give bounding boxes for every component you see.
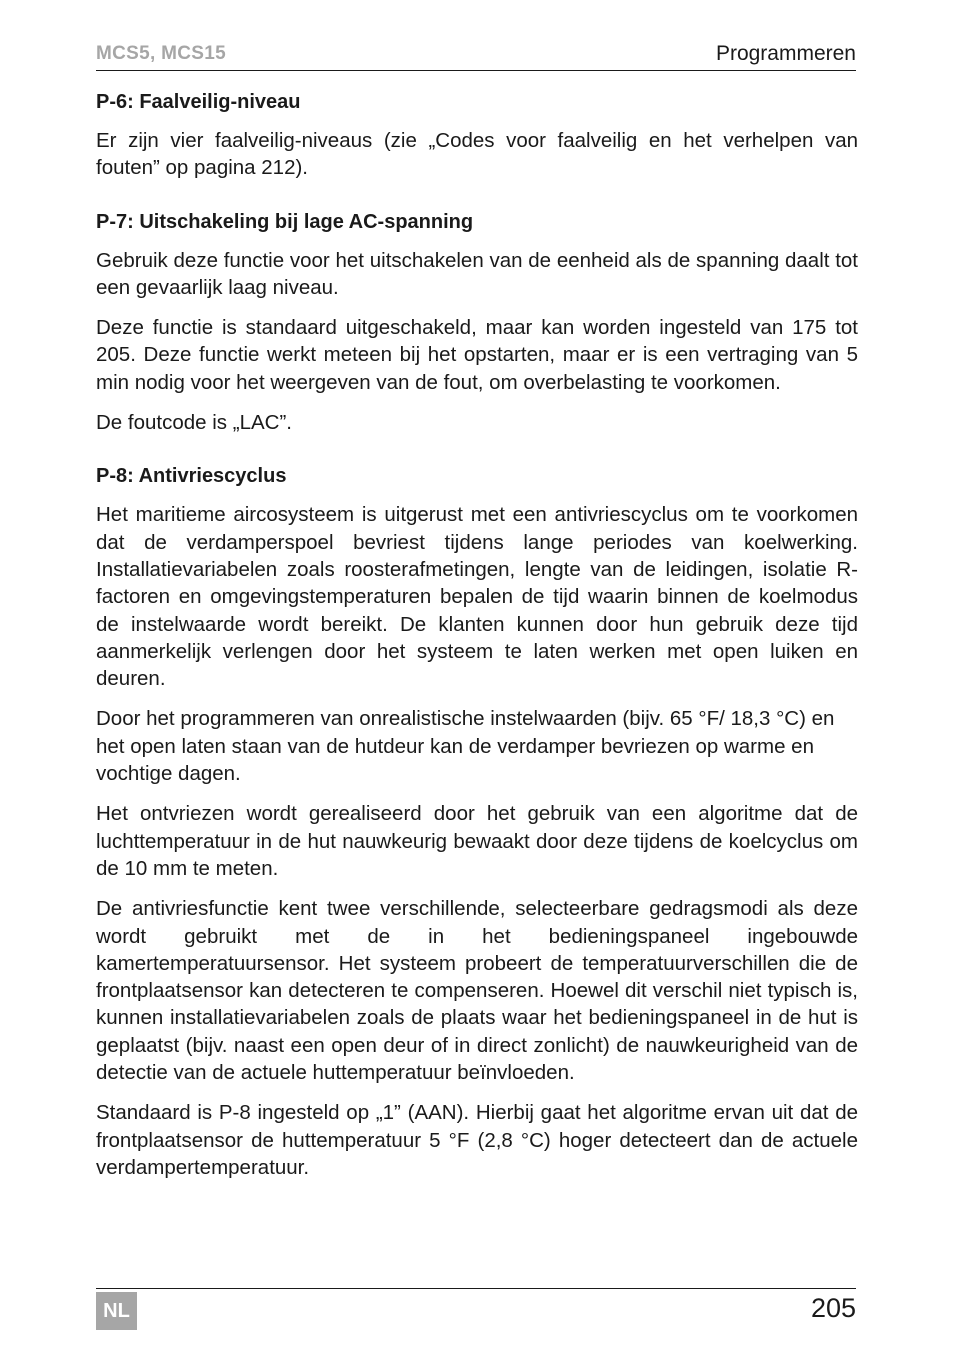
paragraph: Het maritieme aircosysteem is uitgerust met een antivriescyclus om te voorkomen dat de verdamperspoel bevriest tijdens lange periodes van koelwerking. Installatievariabelen zoals roosterafmetingen, lengte van de leidingen, isolatie R-factoren en omgevingstemperaturen bepalen de tijd waarin binnen de koelmodus de instelwaarde wordt bereikt. De klanten kunnen door hun gebruik deze tijd aanmerkelijk verlengen door het systeem te laten werken met open luiken en deuren. xyxy=(96,503,858,691)
language-badge: NL xyxy=(96,1292,137,1330)
product-name: MCS5, MCS15 xyxy=(96,43,227,64)
paragraph: Het ontvriezen wordt gerealiseerd door het gebruik van een algoritme dat de luchttemperatuur in de hut nauwkeurig bewaakt door deze tijdens de koelcyclus om de 10 mm te meten. xyxy=(96,802,858,880)
page-content xyxy=(96,86,858,1194)
paragraph: Door het programmeren van onrealistische instelwaarden (bijv. 65 °F/ 18,3 °C) en het open laten staan van de hutdeur kan de verdamper bevriezen op warme en vochtige dagen. xyxy=(96,707,835,786)
section-heading: P-8: Antivriescyclus xyxy=(96,465,287,488)
chapter-title: Programmeren xyxy=(715,42,856,65)
page-number: 205 xyxy=(810,1293,856,1323)
page-header xyxy=(96,40,856,71)
section-p8 xyxy=(96,460,858,1181)
section-heading: P-7: Uitschakeling bij lage AC-spanning xyxy=(96,210,474,233)
paragraph: De antivriesfunctie kent twee verschillende, selecteerbare gedragsmodi als deze wordt gebruikt met de in het bedieningspaneel ingebouwde kamertemperatuursensor. Het systeem probeert de temperatuurverschillen die de frontplaatsensor kan detecteren te compenseren. Hoewel dit verschil niet typisch is, kunnen installatievariabelen zoals de plaats waar het bedieningspaneel in de hut is geplaatst (bijv. naast een open deur of in direct zonlicht) de nauwkeurigheid van de detectie van de actuele huttemperatuur beïnvloeden. xyxy=(96,897,858,1085)
paragraph: Gebruik deze functie voor het uitschakelen van de eenheid als de spanning daalt tot een gevaarlijk laag niveau. xyxy=(96,248,858,299)
paragraph: De foutcode is „LAC”. xyxy=(96,411,292,435)
section-heading: P-6: Faalveilig-niveau xyxy=(96,91,301,113)
page-footer xyxy=(96,1288,856,1333)
paragraph: Standaard is P-8 ingesteld op „1” (AAN). Hierbij gaat het algoritme ervan uit dat de frontplaatsensor de huttemperatuur 5 °F (2,8 °C) hoger detecteert dan de actuele verdampertemperatuur. xyxy=(96,1101,858,1179)
section-p6 xyxy=(96,86,858,182)
paragraph: Deze functie is standaard uitgeschakeld, maar kan worden ingesteld van 175 tot 205. Deze functie werkt meteen bij het opstarten, maar er is een vertraging van 5 min nodig voor het weergeven van de fout, om overbelasting te voorkomen. xyxy=(96,316,858,394)
paragraph: Er zijn vier faalveilig-niveaus (zie „Codes voor faalveilig en het verhelpen van fouten” op pagina 212). xyxy=(96,129,858,180)
section-p7 xyxy=(96,206,858,437)
